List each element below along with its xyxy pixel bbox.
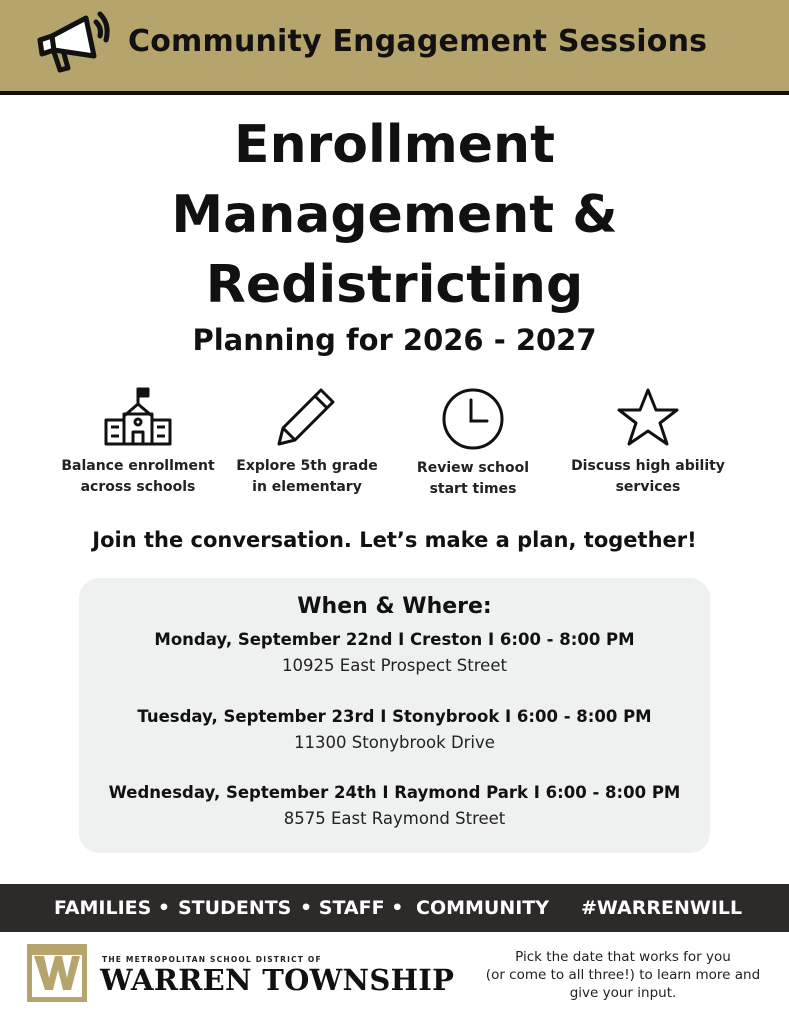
topic-label-line: Review school — [416, 460, 530, 476]
topic-label — [553, 456, 743, 498]
school-icon — [102, 386, 174, 448]
megaphone-icon — [32, 10, 112, 82]
audience-item: COMMUNITY — [416, 897, 550, 919]
star-icon — [612, 386, 684, 448]
title-line: Redistricting — [205, 255, 584, 315]
title-line: Management & — [171, 185, 618, 245]
audience-item: STUDENTS — [178, 897, 292, 919]
session-details: Tuesday, September 23rd I Stonybrook I 6:00 - 8:00 PM — [137, 707, 652, 726]
pencil-icon — [271, 386, 343, 448]
banner-title: Community Engagement Sessions — [128, 24, 708, 59]
session-address: 11300 Stonybrook Drive — [294, 733, 495, 752]
topic-label-line: Balance enrollment — [61, 458, 215, 474]
topic-label — [43, 456, 233, 498]
note-line: give your input. — [569, 985, 677, 1001]
audience-bar — [0, 884, 789, 932]
topic-label-line: start times — [429, 481, 517, 497]
session-item — [79, 707, 710, 752]
title-line: Enrollment — [234, 115, 555, 175]
note-line: (or come to all three!) to learn more and — [485, 967, 761, 983]
note-line: Pick the date that works for you — [515, 949, 731, 965]
subtitle: Planning for 2026 - 2027 — [192, 323, 597, 357]
topic-label-line: across schools — [80, 479, 196, 495]
session-details: Monday, September 22nd I Creston I 6:00 - 8:00 PM — [154, 630, 635, 649]
audience-item: FAMILIES • — [54, 897, 171, 919]
main-title — [0, 110, 789, 320]
topic-label — [378, 458, 568, 500]
topic-high-ability-services — [553, 386, 743, 498]
session-address: 8575 East Raymond Street — [283, 809, 506, 828]
clock-icon — [437, 386, 509, 450]
logo-name: WARREN TOWNSHIP — [100, 963, 455, 997]
topic-label-line: Explore 5th grade — [236, 458, 378, 474]
topic-label — [212, 456, 402, 498]
topic-review-start-times — [378, 386, 568, 500]
district-logo-icon — [27, 944, 87, 1002]
session-address: 10925 East Prospect Street — [282, 656, 507, 675]
topic-balance-enrollment — [43, 386, 233, 498]
audience-item: • STAFF • — [300, 897, 404, 919]
footer-note — [478, 948, 768, 1002]
session-item — [79, 630, 710, 675]
topic-explore-5th-grade — [212, 386, 402, 498]
topic-label-line: services — [615, 479, 681, 495]
logo-tagline: THE METROPOLITAN SCHOOL DISTRICT OF — [102, 955, 322, 964]
panel-heading: When & Where: — [297, 594, 492, 619]
join-text: Join the conversation. Let’s make a plan, together! — [92, 528, 697, 552]
session-details: Wednesday, September 24th I Raymond Park I 6:00 - 8:00 PM — [108, 783, 681, 802]
topic-label-line: Discuss high ability — [571, 458, 725, 474]
topic-label-line: in elementary — [252, 479, 362, 495]
banner-divider — [0, 91, 789, 95]
hashtag: #WARRENWILL — [581, 897, 743, 919]
session-item — [79, 783, 710, 828]
sessions-panel — [79, 578, 710, 853]
